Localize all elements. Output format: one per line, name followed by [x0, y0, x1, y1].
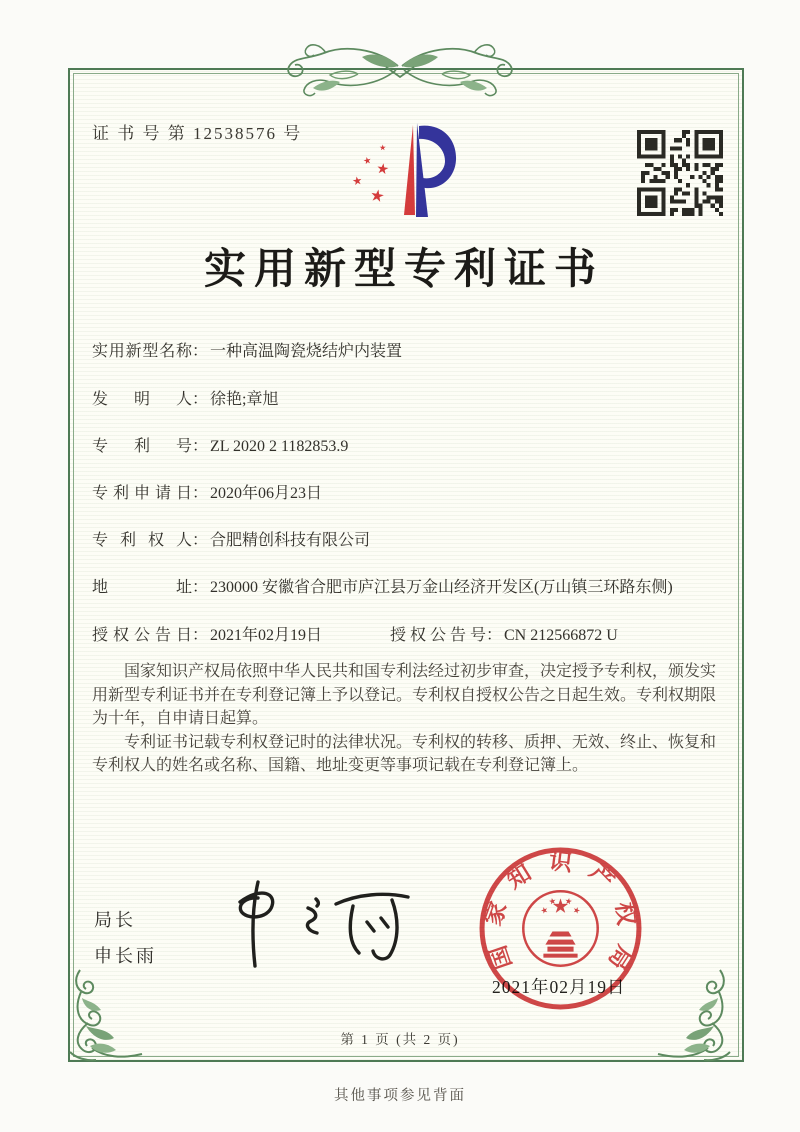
field-value: 230000 安徽省合肥市庐江县万金山经济开发区(万山镇三环路东侧) — [210, 579, 673, 596]
field-colon: ： — [192, 627, 209, 644]
field-row-inventor — [92, 388, 717, 412]
field-value: 合肥精创科技有限公司 — [210, 532, 371, 549]
field-value: ZL 2020 2 1182853.9 — [210, 438, 349, 455]
field-label: 专利申请日 — [92, 485, 192, 502]
certificate-title: 实用新型专利证书 — [203, 247, 604, 293]
qr-code — [637, 130, 723, 216]
field-value: 一种高温陶瓷烧结炉内装置 — [210, 343, 403, 360]
field-row-address — [92, 576, 717, 600]
seal-text: 国家知识产权局 — [480, 848, 641, 988]
field-value: 2021年02月19日 — [210, 627, 323, 644]
cnipa-logo-icon — [345, 118, 460, 218]
field-label: 发明人 — [92, 391, 192, 408]
field-colon: ： — [486, 627, 503, 644]
field-label: 实用新型名称 — [92, 343, 192, 360]
grant-number-group — [390, 624, 618, 648]
field-value: 徐艳;章旭 — [210, 391, 279, 408]
legal-paragraph: 专利证书记载专利权登记时的法律状况。专利权的转移、质押、无效、终止、恢复和专利权人的姓名或名称、国籍、地址变更等事项记载在专利登记簿上。 — [92, 733, 717, 774]
field-colon: ： — [192, 579, 209, 596]
field-colon: ： — [192, 438, 209, 455]
field-label: 授权公告号 — [390, 627, 486, 644]
official-seal — [477, 845, 644, 1012]
field-row-name — [92, 340, 717, 364]
bottom-right-floral-ornament-icon — [654, 966, 754, 1074]
national-emblem-icon — [523, 891, 597, 965]
field-value: 2020年06月23日 — [210, 485, 323, 502]
officer-title: 局长 — [94, 910, 136, 930]
bottom-left-floral-ornament-icon — [46, 966, 146, 1074]
field-row-grant — [92, 624, 717, 648]
legal-text — [92, 660, 716, 778]
field-row-patent-number — [92, 435, 717, 459]
field-label: 专利权人 — [92, 532, 192, 549]
legal-paragraph: 国家知识产权局依照中华人民共和国专利法经过初步审查，决定授予专利权，颁发实用新型专利证书并在专利登记簿上予以登记。专利权自授权公告之日起生效。专利权期限为十年，自申请日起算。 — [92, 663, 717, 727]
commissioner-signature-icon — [212, 872, 417, 977]
field-label: 授权公告日 — [92, 627, 192, 644]
field-row-filing-date — [92, 482, 717, 506]
field-label: 地址 — [92, 579, 192, 596]
field-label: 专利号 — [92, 438, 192, 455]
seal-date: 2021年02月19日 — [492, 977, 626, 997]
certificate-number: 证 书 号 第 12538576 号 — [92, 124, 303, 143]
field-row-patentee — [92, 529, 717, 553]
field-colon: ： — [192, 485, 209, 502]
field-colon: ： — [192, 532, 209, 549]
officer-name: 申长雨 — [94, 946, 157, 966]
back-note: 其他事项参见背面 — [334, 1088, 466, 1104]
field-value: CN 212566872 U — [504, 627, 618, 644]
field-colon: ： — [192, 391, 209, 408]
page-number: 第 1 页 (共 2 页) — [340, 1032, 460, 1047]
grant-date-group — [92, 624, 390, 648]
field-colon: ： — [192, 343, 209, 360]
top-flourish-ornament-icon — [268, 40, 532, 98]
